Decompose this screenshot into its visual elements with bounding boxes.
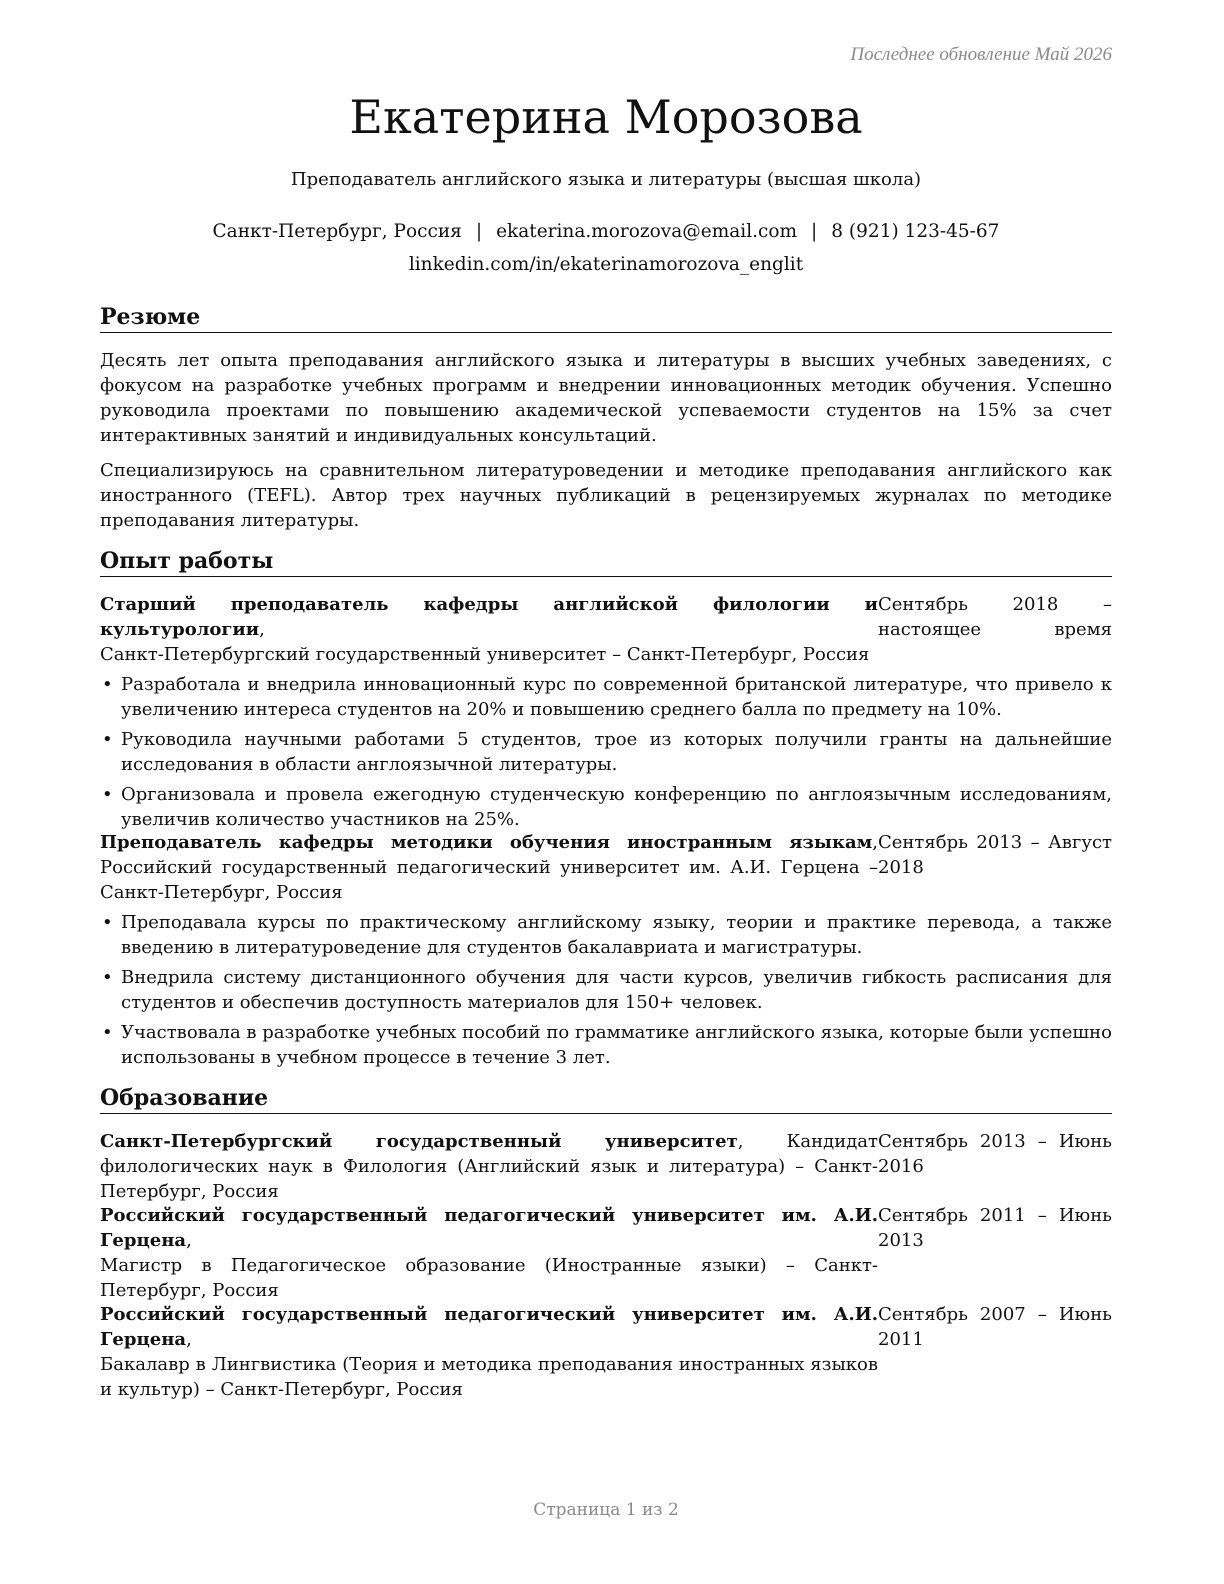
- section-title-experience: Опыт работы: [100, 547, 1112, 577]
- linkedin-link[interactable]: linkedin.com/in/ekaterinamorozova_englit: [408, 254, 804, 275]
- school-name: Санкт-Петербургский государственный университет: [100, 1131, 738, 1152]
- job-bullets: [100, 910, 1112, 1070]
- education-dates: Сентябрь 2007 – Июнь 2011: [878, 1304, 1112, 1350]
- list-item: • Участвовала в разработке учебных пособий по грамматике английского языка, которые были успешно использованы в учебном процессе в течение 3 лет.: [102, 1022, 1112, 1068]
- education-dates: Сентябрь 2011 – Июнь 2013: [878, 1205, 1112, 1251]
- education-entry: [100, 1203, 1112, 1303]
- candidate-name: Екатерина Морозова: [349, 90, 863, 144]
- phone: 8 (921) 123-45-67: [831, 221, 1000, 242]
- separator: |: [475, 221, 483, 242]
- comma: ,: [186, 1230, 192, 1251]
- comma: ,: [737, 1131, 787, 1152]
- list-item: • Руководила научными работами 5 студентов, трое из которых получили гранты на дальнейшие исследования в области англоязычной литературы.: [102, 729, 1112, 775]
- job-position: Старший преподаватель кафедры английской филологии и культурологии: [100, 594, 878, 640]
- education-entry: [100, 1302, 1112, 1402]
- job-organization: Санкт-Петербургский государственный университет – Санкт-Петербург, Россия: [100, 644, 870, 665]
- comma: ,: [259, 619, 265, 640]
- summary-paragraph: Десять лет опыта преподавания английского языка и литературы в высших учебных заведениях, с фокусом на разработке учебных программ и внедрении инновационных методик обучения. Успешно руководила проектами по повышению академической успеваемости студентов на 15% за счет интерактивных занятий и индивидуальных консультаций.: [100, 350, 1112, 446]
- degree: Магистр в Педагогическое образование (Иностранные языки) – Санкт-Петербург, Россия: [100, 1255, 878, 1301]
- degree: Кандидат филологических наук в Филология (Английский язык и литература) – Санкт-Петербург, Россия: [100, 1131, 878, 1202]
- separator: |: [811, 221, 818, 242]
- summary-paragraph: Специализируюсь на сравнительном литературоведении и методике преподавания английского как иностранного (TEFL). Автор трех научных публикаций в рецензируемых журналах по методике преподавания литературы.: [100, 460, 1112, 531]
- comma: ,: [872, 832, 878, 853]
- email-link[interactable]: ekaterina.morozova@email.com: [496, 221, 798, 242]
- list-item: • Разработала и внедрила инновационный курс по современной британской литературе, что привело к увеличению интереса студентов на 20% и повышению среднего балла по предмету на 10%.: [102, 674, 1112, 720]
- last-updated: Последнее обновление Май 2026: [850, 44, 1112, 65]
- degree: Бакалавр в Лингвистика (Теория и методика преподавания иностранных языков и культур) – Санкт-Петербург, Россия: [100, 1354, 878, 1400]
- comma: ,: [186, 1329, 192, 1350]
- section-title-education: Образование: [100, 1084, 1112, 1114]
- location: Санкт-Петербург, Россия: [212, 221, 462, 242]
- job-organization: Российский государственный педагогический университет им. А.И. Герцена – Санкт-Петербург, Россия: [100, 857, 878, 903]
- job-bullets: [100, 672, 1112, 832]
- education-entry: [100, 1129, 1112, 1204]
- job-entry: [100, 830, 1112, 1075]
- page-number: Страница 1 из 2: [533, 1500, 679, 1520]
- education-dates: Сентябрь 2013 – Июнь 2016: [878, 1131, 1112, 1177]
- school-name: Российский государственный педагогический университет им. А.И. Герцена: [100, 1304, 878, 1350]
- job-dates: Сентябрь 2018 – настоящее время: [878, 594, 1112, 640]
- section-title-summary: Резюме: [100, 303, 1112, 333]
- list-item: • Преподавала курсы по практическому английскому языку, теории и практике перевода, а также введению в литературоведение для студентов бакалавриата и магистратуры.: [102, 912, 1112, 958]
- contact-line: [100, 219, 1112, 245]
- job-position: Преподаватель кафедры методики обучения иностранным языкам: [100, 832, 873, 853]
- school-name: Российский государственный педагогический университет им. А.И. Герцена: [100, 1205, 878, 1251]
- headline: Преподаватель английского языка и литературы (высшая школа): [290, 169, 922, 190]
- resume-page: [100, 0, 1112, 1584]
- job-entry: [100, 592, 1112, 837]
- list-item: • Организовала и провела ежегодную студенческую конференцию по англоязычным исследованиям, увеличив количество участников на 25%.: [102, 784, 1112, 830]
- job-dates: Сентябрь 2013 – Август 2018: [878, 832, 1112, 878]
- list-item: • Внедрила систему дистанционного обучения для части курсов, увеличив гибкость расписания для студентов и обеспечив доступность материалов для 150+ человек.: [102, 967, 1112, 1013]
